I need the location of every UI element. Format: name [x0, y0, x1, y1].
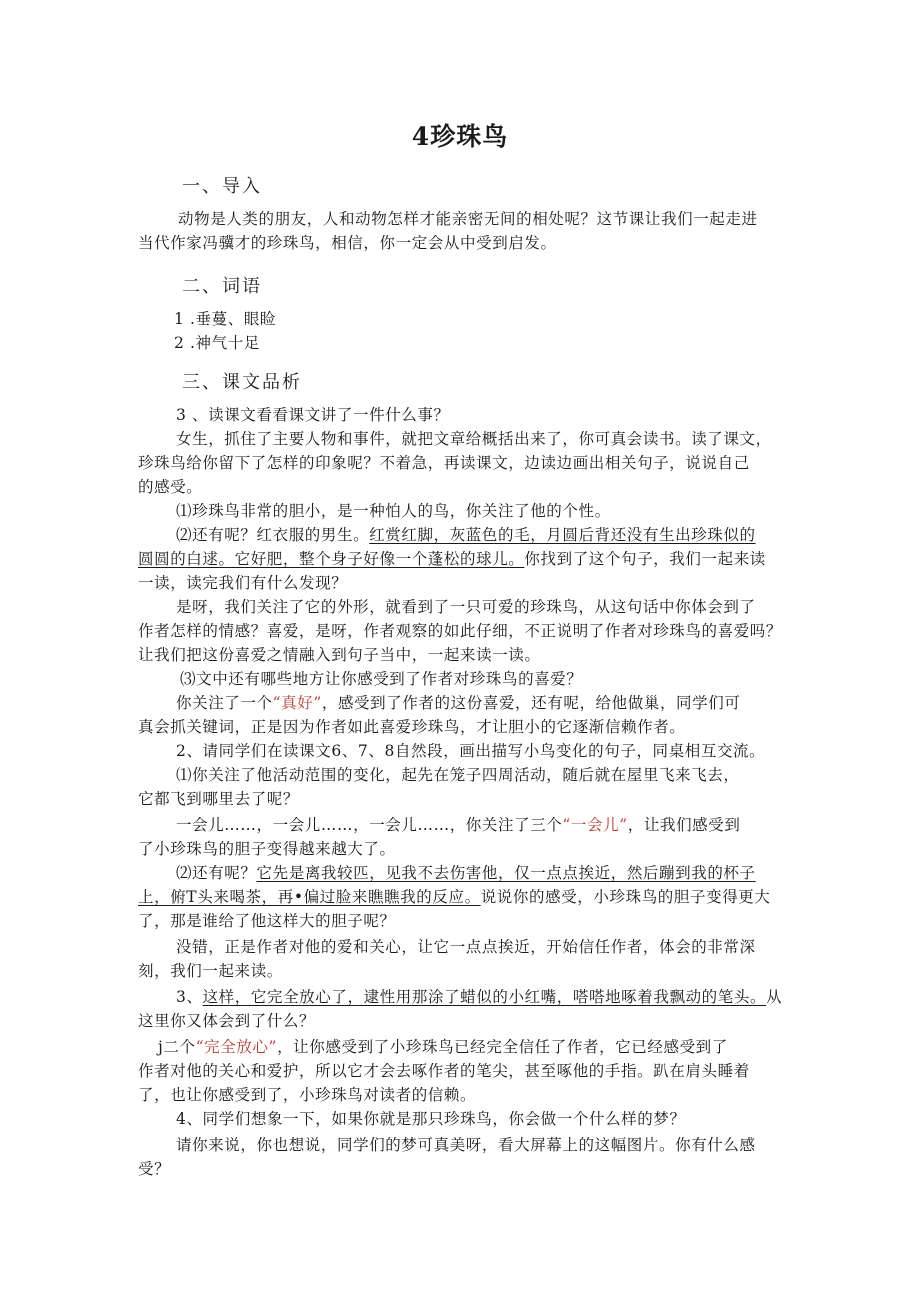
- text-span: 3、: [176, 988, 203, 1006]
- section-heading-words: 二、词语: [182, 276, 262, 297]
- paragraph-line: 了小珍珠鸟的胆子变得越来越大了。: [138, 840, 396, 858]
- paragraph-line: 2、请同学们在读课文6、7、8自然段，画出描写小鸟变化的句子，同桌相互交流。: [176, 742, 766, 760]
- text-span: 你关注了一个: [176, 694, 273, 712]
- paragraph-line: 的感受。: [138, 478, 203, 496]
- intro-line-2: 当代作家冯骥才的珍珠鸟，相信，你一定会从中受到启发。: [138, 234, 557, 252]
- paragraph-line: 真会抓关键词，正是因为作者如此喜爱珍珠鸟，才让胆小的它逐渐信赖作者。: [138, 718, 686, 736]
- text-span: ，让你感受到了小珍珠鸟已经完全信任了作者，它已经感受到了: [277, 1038, 728, 1056]
- paragraph-line: [176, 692, 740, 714]
- section-heading-analysis: 三、课文品析: [182, 372, 302, 393]
- paragraph-line: ⑴珍珠鸟非常的胆小，是一种怕人的鸟，你关注了他的个性。: [176, 502, 611, 520]
- underlined-quote: 红赏红脚，灰蓝色的毛，月圆后背还没有生出珍珠似的: [369, 526, 756, 544]
- word-item-1: 1 .垂蔓、眼睑: [174, 310, 277, 328]
- text-span: 从: [766, 988, 783, 1006]
- paragraph-line: 没错，正是作者对他的爱和关心，让它一点点挨近，开始信任作者，体会的非常深: [176, 938, 756, 956]
- text-span: ⑵还有呢？红衣服的男生。: [176, 526, 370, 544]
- paragraph-line: 它都飞到哪里去了呢？: [138, 790, 300, 808]
- section-heading-intro: 一、导入: [182, 176, 262, 197]
- text-span: ⑵还有呢？: [176, 864, 257, 882]
- paragraph-line: 女生，抓住了主要人物和事件，就把文章给概括出来了，你可真会读书。读了课文，: [176, 430, 772, 448]
- paragraph-line: [176, 986, 782, 1008]
- paragraph-line: 受？: [138, 1160, 171, 1178]
- paragraph-line: 了，也让你感受到了，小珍珠鸟对读者的信赖。: [138, 1086, 477, 1104]
- paragraph-line: ⑶文中还有哪些地方让你感受到了作者对珍珠鸟的喜爱？: [180, 670, 583, 688]
- paragraph-line: [176, 524, 756, 546]
- paragraph-line: ⑴你关注了他活动范围的变化，起先在笼子四周活动，随后就在屋里飞来飞去，: [176, 766, 740, 784]
- paragraph-line: [138, 548, 766, 570]
- word-item-2: 2 .神气十足: [174, 334, 260, 352]
- text-span: 说说你的感受，小珍珠鸟的胆子变得更大: [480, 888, 771, 906]
- underlined-quote: 它先是离我较匹，见我不去伤害他，仅一点点挨近，然后蹦到我的杯子: [256, 864, 756, 882]
- highlight-quote: “真好”: [272, 694, 322, 712]
- paragraph-line: 了，那是谁给了他这样大的胆子呢？: [138, 912, 396, 930]
- highlight-quote: “完全放心”: [195, 1038, 278, 1056]
- paragraph-line: 3 、读课文看看课文讲了一件什么事？: [176, 406, 450, 424]
- paragraph-line: 刻，我们一起来读。: [138, 962, 283, 980]
- paragraph-line: 请你来说，你也想说，同学们的梦可真美呀，看大屏幕上的这幅图片。你有什么感: [176, 1136, 756, 1154]
- paragraph-line: [158, 1036, 728, 1058]
- paragraph-line: 作者怎样的情感？喜爱，是呀，作者观察的如此仔细，不正说明了作者对珍珠鸟的喜爱吗？: [138, 622, 783, 640]
- paragraph-line: 这里你又体会到了什么？: [138, 1012, 316, 1030]
- underlined-quote: 上，俯T头来喝茶，再•偏过脸来瞧瞧我的反应。: [138, 888, 481, 906]
- text-span: ，感受到了作者的这份喜爱，还有呢，给他做巢，同学们可: [321, 694, 741, 712]
- paragraph-line: 让我们把这份喜爱之情融入到句子当中，一起来读一读。: [138, 646, 541, 664]
- highlight-quote: “一会儿”: [562, 816, 628, 834]
- text-span: 一会儿……，一会儿……，一会儿……，你关注了三个: [176, 816, 563, 834]
- paragraph-line: [138, 886, 771, 908]
- text-span: j二个: [158, 1038, 196, 1056]
- paragraph-line: [176, 814, 740, 836]
- paragraph-line: [176, 862, 756, 884]
- paragraph-line: 是呀，我们关注了它的外形，就看到了一只可爱的珍珠鸟，从这句话中你体会到了: [176, 598, 756, 616]
- paragraph-line: 一读，读完我们有什么发现？: [138, 574, 348, 592]
- text-span: 你找到了这个句子，我们一起来读: [524, 550, 766, 568]
- paragraph-line: 珍珠鸟给你留下了怎样的印象呢？不着急，再读课文，边读边画出相关句子，说说自己: [138, 454, 750, 472]
- paragraph-line: 4、同学们想象一下，如果你就是那只珍珠鸟，你会做一个什么样的梦？: [176, 1110, 686, 1128]
- page-title: 4珍珠鸟: [411, 122, 509, 151]
- underlined-quote: 这样，它完全放心了，逮性用那涂了蜡似的小红嘴，嗒嗒地啄着我飘动的笔头。: [202, 988, 767, 1006]
- underlined-quote: 圆圆的白逑。它好肥，整个身子好像一个蓬松的球儿。: [138, 550, 525, 568]
- paragraph-line: 作者对他的关心和爱护，所以它才会去啄作者的笔尖，甚至啄他的手指。趴在肩头睡着: [138, 1062, 750, 1080]
- intro-line-1: 动物是人类的朋友，人和动物怎样才能亲密无间的相处呢？这节课让我们一起走进: [178, 210, 758, 228]
- text-span: ，让我们感受到: [627, 816, 741, 834]
